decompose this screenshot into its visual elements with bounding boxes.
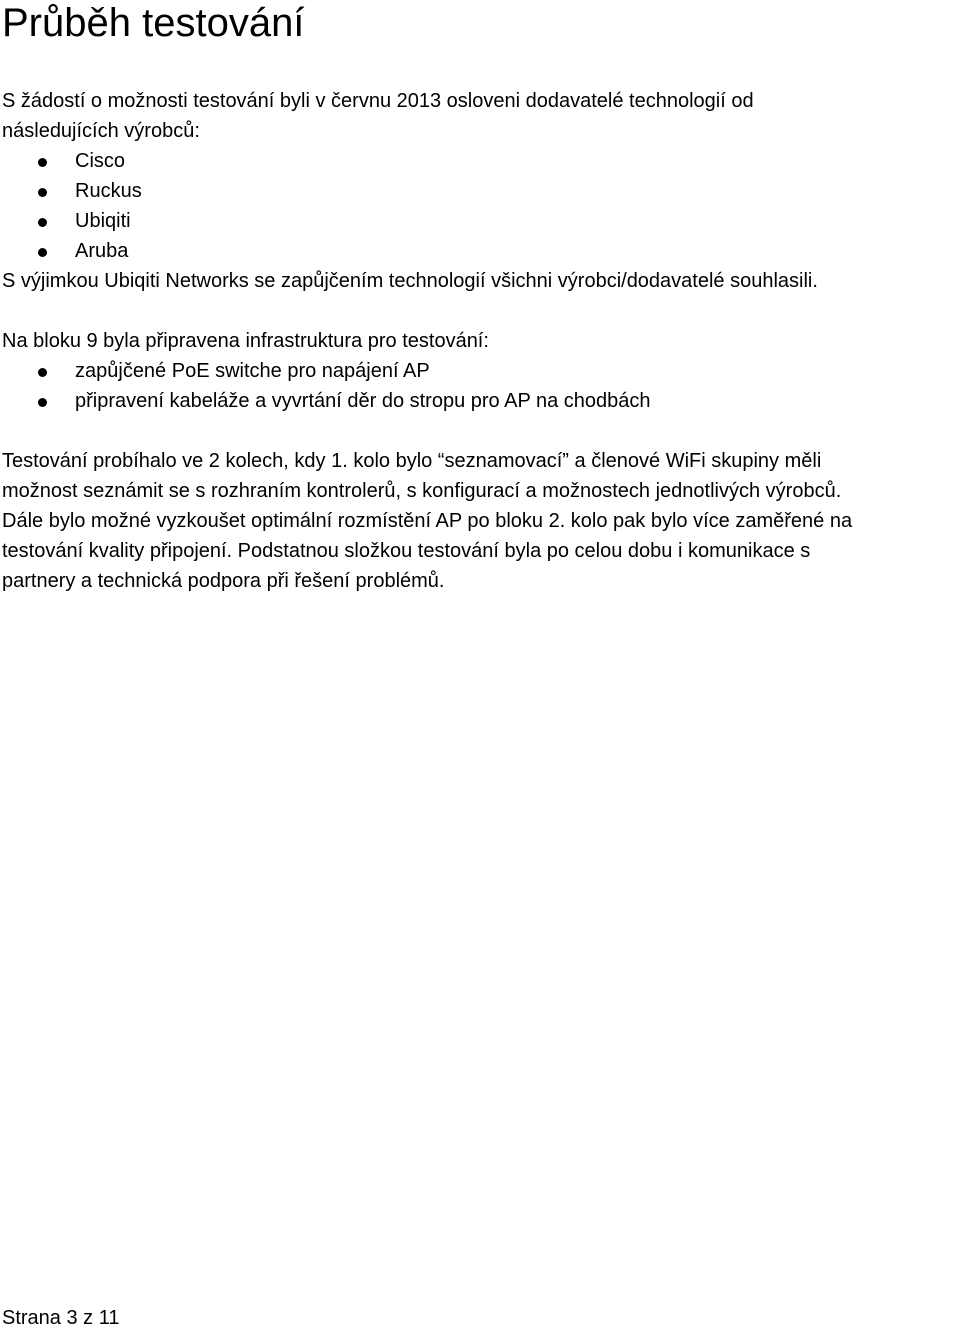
vendor-list [2,146,960,266]
bullet-icon [38,218,47,227]
bullet-icon [38,158,47,167]
list-item: Ubiqiti [2,206,960,236]
infrastructure-intro: Na bloku 9 byla připravena infrastruktura pro testování: [2,330,489,352]
page-number: Strana 3 z 11 [2,1307,120,1329]
bullet-icon [38,188,47,197]
bullet-icon [38,248,47,257]
bullet-icon [38,368,47,377]
section-vendors [2,86,960,296]
list-item: zapůjčené PoE switche pro napájení AP [2,356,960,386]
paragraph-line: partnery a technická podpora při řešení problémů. [2,570,445,592]
section-testing-description [2,446,960,596]
paragraph-line: testování kvality připojení. Podstatnou složkou testování byla po celou dobu i komunikace s [2,540,811,562]
bullet-icon [38,398,47,407]
paragraph-line: Dále bylo možné vyzkoušet optimální rozmístění AP po bloku 2. kolo pak bylo více zaměřené na [2,510,853,532]
list-item: Aruba [2,236,960,266]
list-item: Cisco [2,146,960,176]
list-item: Ruckus [2,176,960,206]
page-title: Průběh testování [2,1,305,45]
infrastructure-list [2,356,960,416]
vendors-intro-line-1: S žádostí o možnosti testování byli v červnu 2013 osloveni dodavatelé technologií od [2,90,754,112]
vendors-outro: S výjimkou Ubiqiti Networks se zapůjčením technologií všichni výrobci/dodavatelé souhlasili. [2,270,818,292]
list-item: připravení kabeláže a vyvrtání děr do stropu pro AP na chodbách [2,386,960,416]
paragraph-line: Testování probíhalo ve 2 kolech, kdy 1. kolo bylo “seznamovací” a členové WiFi skupiny měli [2,450,822,472]
vendors-intro-line-2: následujících výrobců: [2,120,200,142]
section-infrastructure [2,326,960,416]
paragraph-line: možnost seznámit se s rozhraním kontrolerů, s konfigurací a možnostech jednotlivých výrobců. [2,480,842,502]
